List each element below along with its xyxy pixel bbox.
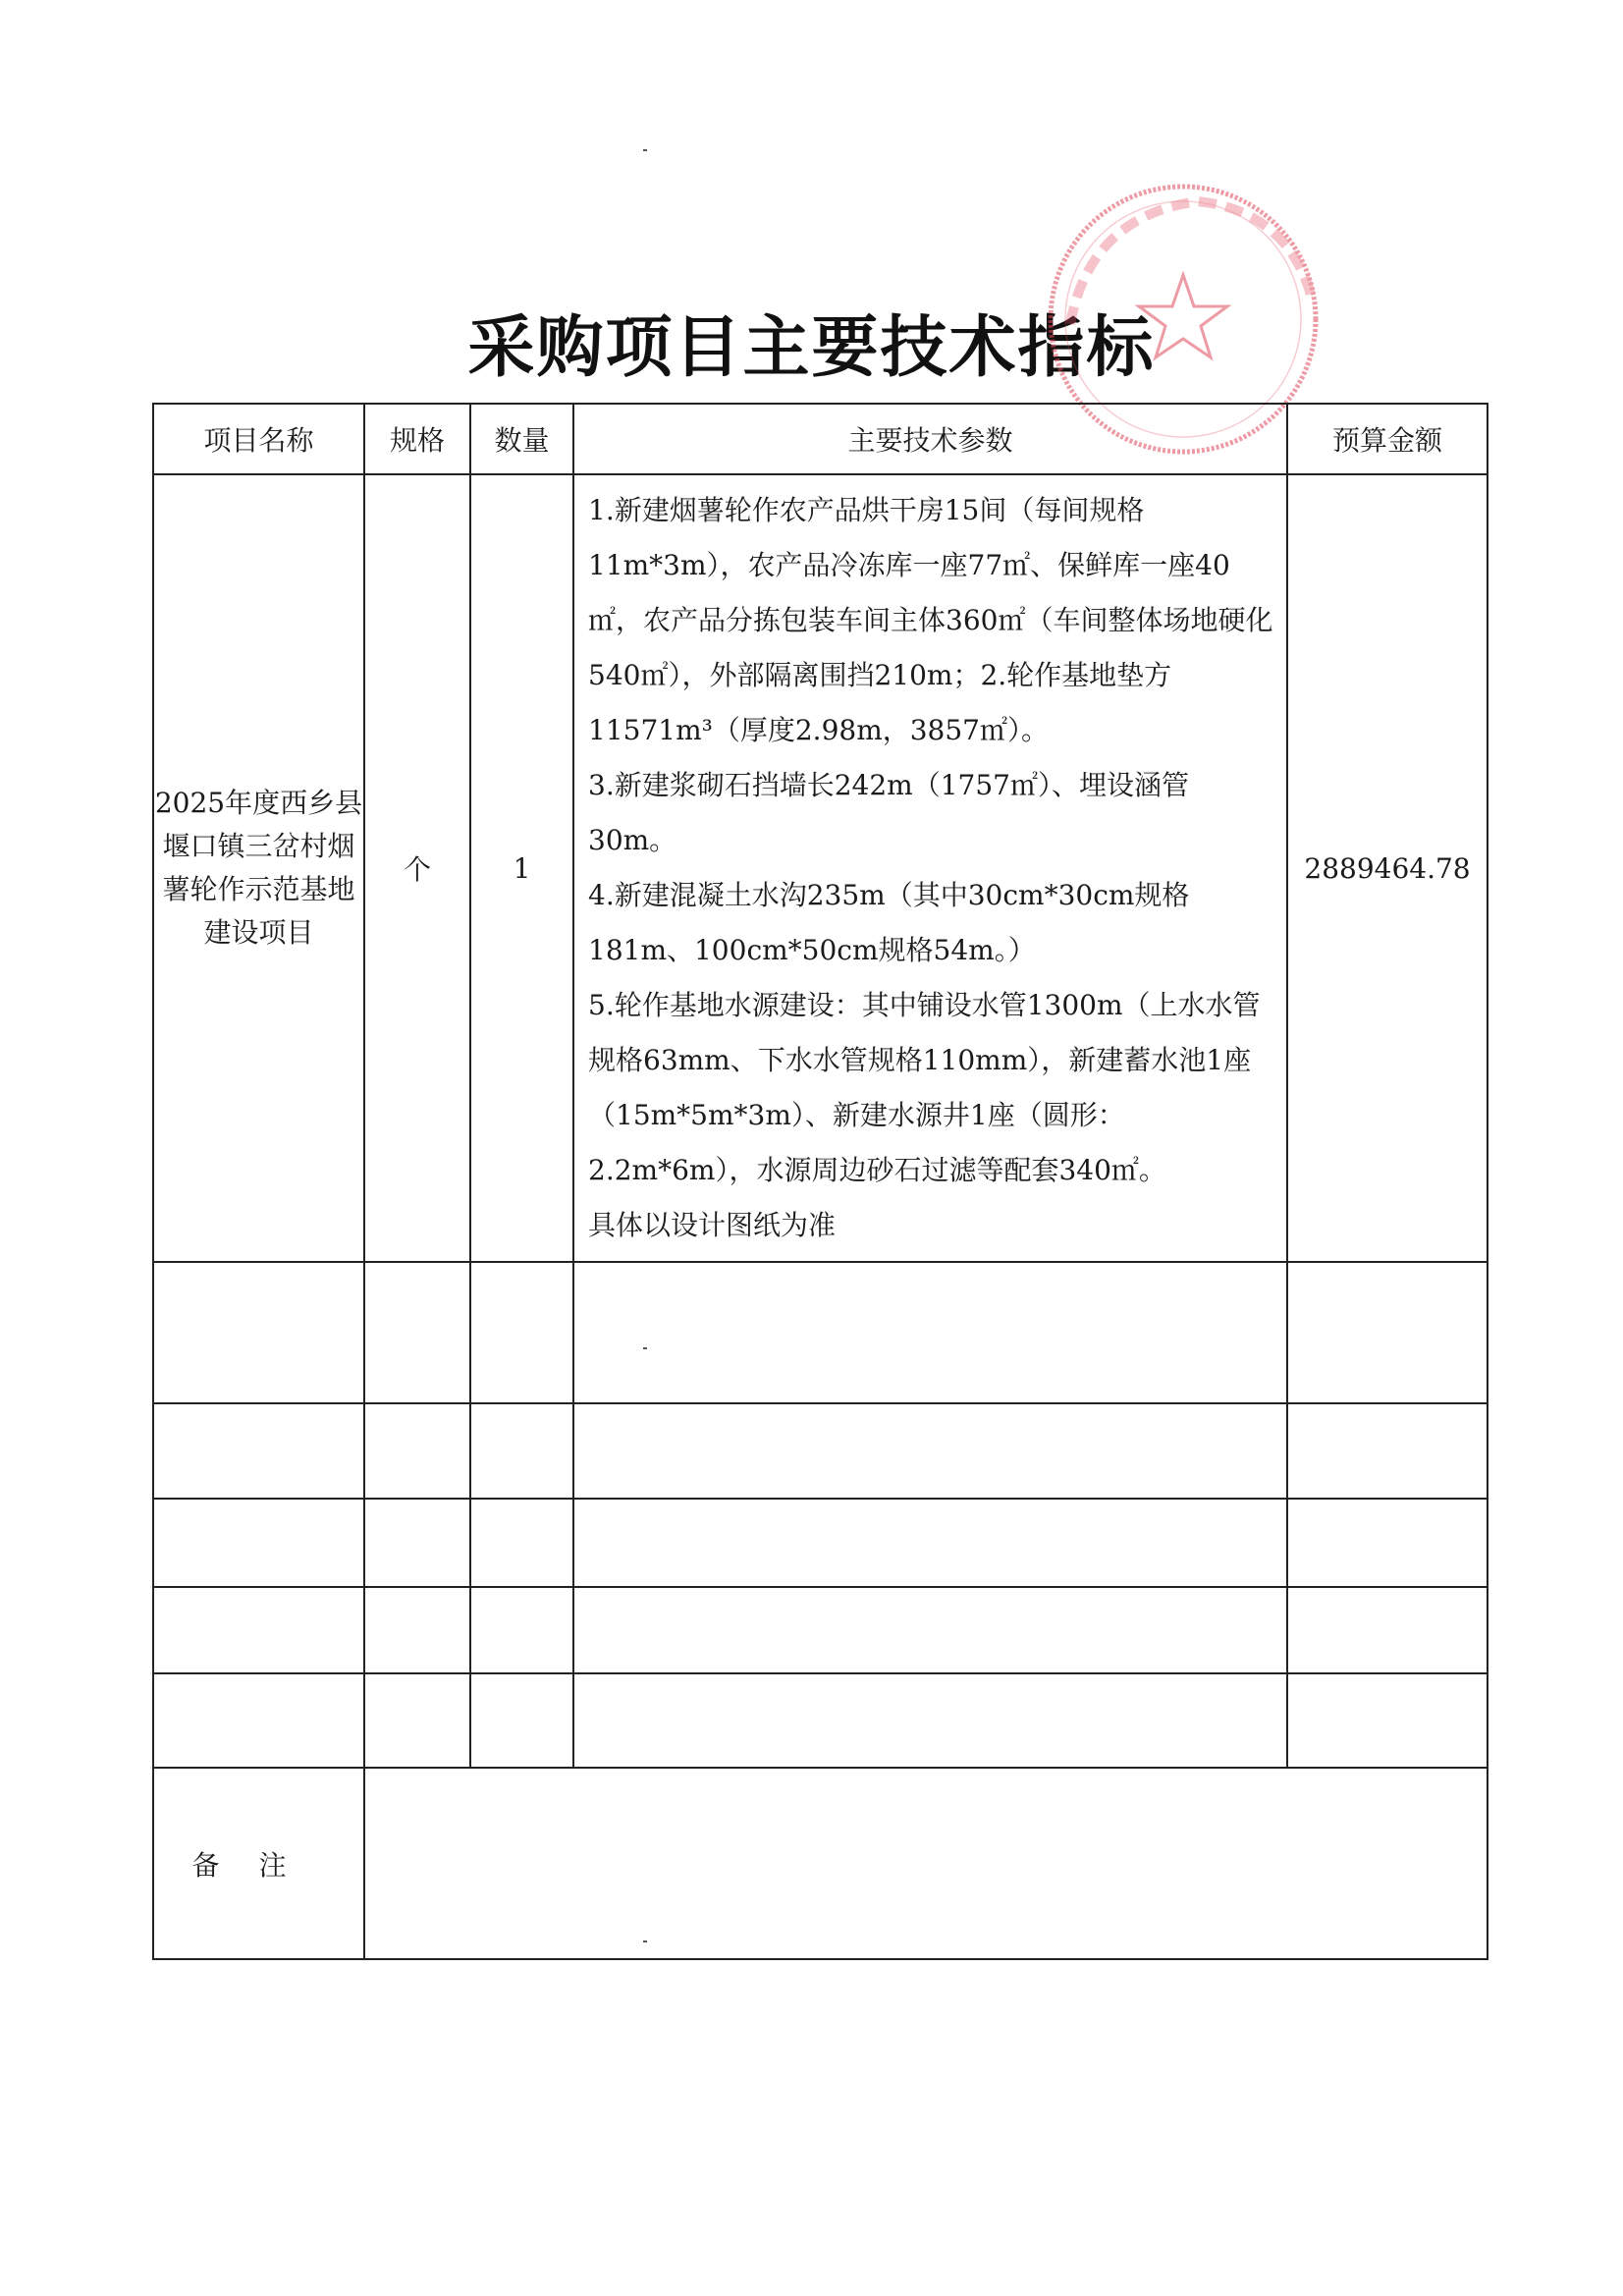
empty-cell xyxy=(153,1403,364,1499)
empty-cell xyxy=(153,1673,364,1768)
empty-cell xyxy=(1287,1262,1488,1403)
empty-cell xyxy=(364,1499,470,1587)
quantity-cell: 1 xyxy=(470,474,573,1262)
remark-value xyxy=(364,1768,1488,1959)
empty-cell xyxy=(573,1262,1287,1403)
empty-cell xyxy=(470,1587,573,1673)
empty-row xyxy=(153,1673,1488,1768)
empty-cell xyxy=(470,1262,573,1403)
tech-param-item: 5.轮作基地水源建设：其中铺设水管1300m（上水水管规格63mm、下水水管规格110mm），新建蓄水池1座（15m*5m*3m）、新建水源井1座（圆形：2.2m*6m），水源周边砂石过滤等配套340㎡。 xyxy=(588,989,1261,1186)
spec-cell: 个 xyxy=(364,474,470,1262)
empty-cell xyxy=(1287,1403,1488,1499)
budget-cell: 2889464.78 xyxy=(1287,474,1488,1262)
empty-cell xyxy=(573,1673,1287,1768)
tech-param-item: 3.新建浆砌石挡墙长242m（1757㎡）、埋设涵管30m。 xyxy=(588,769,1189,856)
empty-cell xyxy=(470,1403,573,1499)
empty-cell xyxy=(153,1262,364,1403)
tech-param-item: 4.新建混凝土水沟235m（其中30cm*30cm规格181m、100cm*50cm规格54m。） xyxy=(588,879,1190,966)
table-header-row xyxy=(153,404,1488,474)
empty-row xyxy=(153,1587,1488,1673)
tech-param-item: 1.新建烟薯轮作农产品烘干房15间（每间规格11m*3m），农产品冷冻库一座77㎡、保鲜库一座40㎡，农产品分拣包装车间主体360㎡（车间整体场地硬化540㎡），外部隔离围挡210m；2.轮作基地垫方11571m³（厚度2.98m，3857㎡）。 xyxy=(588,494,1273,746)
header-tech-params: 主要技术参数 xyxy=(573,404,1287,474)
header-budget: 预算金额 xyxy=(1287,404,1488,474)
empty-cell xyxy=(364,1587,470,1673)
empty-cell xyxy=(364,1403,470,1499)
empty-cell xyxy=(1287,1673,1488,1768)
empty-cell xyxy=(153,1587,364,1673)
empty-cell xyxy=(573,1587,1287,1673)
remark-row xyxy=(153,1768,1488,1959)
tech-param-item: 具体以设计图纸为准 xyxy=(588,1209,837,1241)
header-project-name: 项目名称 xyxy=(153,404,364,474)
empty-cell xyxy=(470,1499,573,1587)
empty-cell xyxy=(364,1673,470,1768)
table-row xyxy=(153,474,1488,1262)
scan-speck xyxy=(643,149,647,151)
project-name-cell: 2025年度西乡县堰口镇三岔村烟薯轮作示范基地建设项目 xyxy=(153,474,364,1262)
document-title: 采购项目主要技术指标 xyxy=(467,308,1156,387)
empty-cell xyxy=(1287,1587,1488,1673)
empty-row xyxy=(153,1403,1488,1499)
empty-cell xyxy=(573,1499,1287,1587)
header-spec: 规格 xyxy=(364,404,470,474)
tech-params-cell xyxy=(573,474,1287,1262)
empty-cell xyxy=(153,1499,364,1587)
empty-row xyxy=(153,1499,1488,1587)
empty-cell xyxy=(1287,1499,1488,1587)
empty-cell xyxy=(364,1262,470,1403)
empty-cell xyxy=(470,1673,573,1768)
empty-row xyxy=(153,1262,1488,1403)
procurement-table xyxy=(152,403,1488,1960)
empty-cell xyxy=(573,1403,1287,1499)
header-quantity: 数量 xyxy=(470,404,573,474)
remark-label: 备注 xyxy=(153,1768,364,1959)
